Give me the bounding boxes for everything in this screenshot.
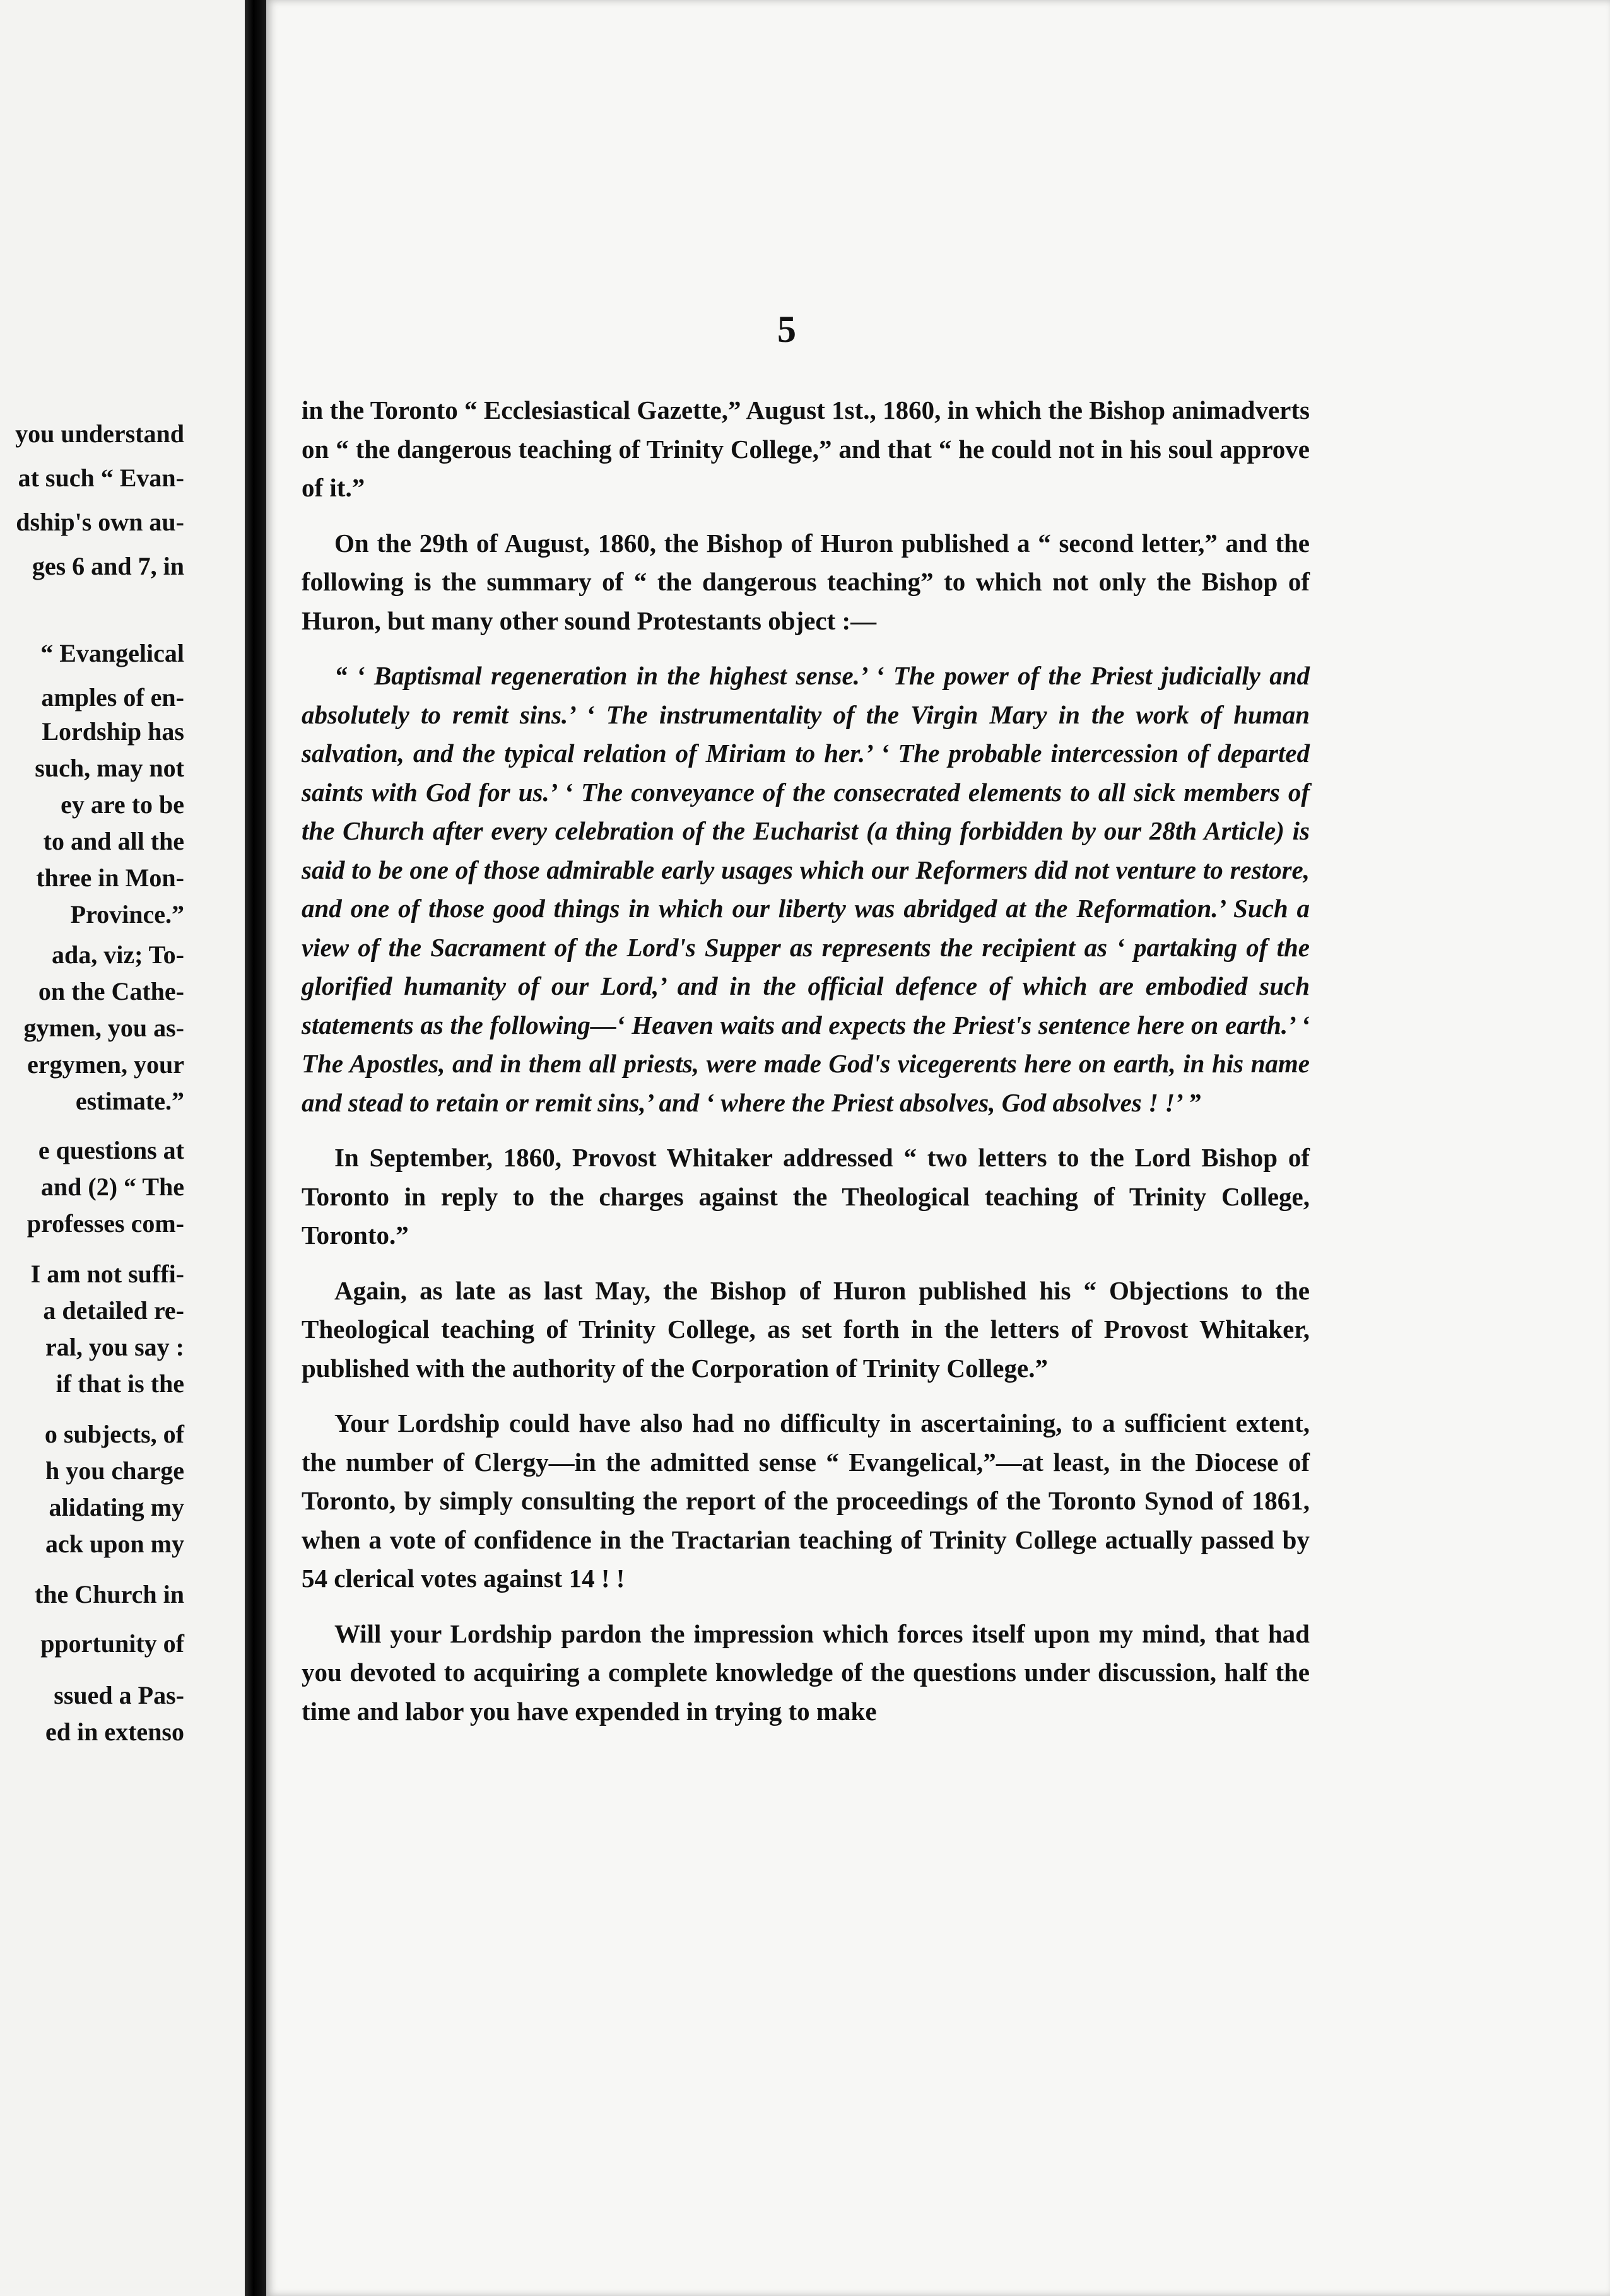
left-page-line: e questions at (38, 1136, 184, 1164)
left-page-line: professes com- (26, 1209, 184, 1238)
left-page-line: h you charge (45, 1456, 184, 1485)
left-page-line: ergymen, your (27, 1050, 184, 1079)
left-page-line: and (2) “ The (40, 1173, 184, 1201)
paragraph-5: Again, as late as last May, the Bishop of Huron published his “ Objections to the Theological teaching of Trinity College, as set forth in the letters of Provost Whitaker, published with the authority of the Corporation of Trinity College.” (302, 1275, 1310, 1383)
left-page-line: dship's own au- (16, 508, 184, 536)
left-page-line: o subjects, of (44, 1420, 184, 1448)
left-page-line: ed in extenso (45, 1718, 184, 1746)
paragraph-6: Your Lordship could have also had no difficulty in ascertaining, to a sufficient extent, the number of Clergy—in the admitted sense “ Evangelical,”—at least, in the Diocese of Toronto, by simply consulting the report of the proceedings of the Toronto Synod of 1861, when a vote of confidence in the Tractarian teaching of Trinity College actually passed by 54 clerical votes against 14 ! ! (302, 1409, 1310, 1593)
left-page-line: at such “ Evan- (18, 464, 184, 492)
left-page-line: you understand (15, 419, 184, 448)
quoted-summary: “ ‘ Baptismal regeneration in the highest sense.’ ‘ The power of the Priest judicially and absolutely to remit sins.’ ‘ The instrumentality of the Virgin Mary in the work of human salvation, and the typical relation of Miriam to her.’ ‘ The probable intercession of departed saints with God for us.’ ‘ The conveyance of the consecrated elements to all sick members of the Church after every celebration of the Eucharist (a thing forbidden by our 28th Article) is said to be one of those admirable early usages which our Reformers did not venture to restore, and one of those good things in which our liberty was abridged at the Reformation.’ Such a view of the Sacrament of the Lord's Supper as represents the recipient as ‘ partaking of the glorified humanity of our Lord,’ and in the official defence of which are embodied such statements as the following—‘ Heaven waits and expects the Priest's sentence here on earth.’ ‘ The Apostles, and in them all priests, were made God's vicegerents here on earth, in his name and stead to retain or remit sins,’ and ‘ where the Priest absolves, God absolves ! !’ ” (302, 661, 1310, 1117)
left-page-line: amples of en- (41, 683, 184, 712)
left-page-line: Province.” (70, 900, 184, 928)
left-page-line: ada, viz; To- (51, 940, 184, 969)
left-page-line: estimate.” (75, 1087, 184, 1115)
left-page-line: alidating my (49, 1493, 184, 1521)
paragraph-2: On the 29th of August, 1860, the Bishop of Huron published a “ second letter,” and the following is the summary of “ the dangerous teaching” to which not only the Bishop of Huron, but many other sound Protestants object :— (302, 528, 1310, 635)
left-page-line: three in Mon- (36, 864, 184, 892)
book-gutter (245, 0, 266, 2296)
left-page-line: to and all the (43, 827, 184, 855)
left-page-line: I am not suffi- (30, 1260, 184, 1288)
left-page-line: Lordship has (42, 717, 184, 746)
paragraph-1: in the Toronto “ Ecclesiastical Gazette,” August 1st., 1860, in which the Bishop animadverts on “ the dangerous teaching of Trinity College,” and that “ he could not in his soul approve of it.” (302, 395, 1310, 502)
left-page-fragment (0, 0, 245, 2296)
left-page-line: ral, you say : (45, 1333, 184, 1361)
left-page-line: pportunity of (40, 1629, 184, 1658)
page-number: 5 (777, 308, 796, 350)
paragraph-7: Will your Lordship pardon the impression which forces itself upon my mind, that had you devoted to acquiring a complete knowledge of the questions under discussion, half the time and labor you have expended in trying to make (302, 1619, 1310, 1726)
left-page-line: if that is the (56, 1369, 184, 1398)
left-page-line: a detailed re- (43, 1296, 184, 1325)
left-page-line: ey are to be (61, 790, 184, 819)
left-page-line: gymen, you as- (23, 1014, 184, 1042)
paragraph-4: In September, 1860, Provost Whitaker addressed “ two letters to the Lord Bishop of Toronto in reply to the charges against the Theological teaching of Trinity College, Toronto.” (302, 1143, 1310, 1250)
left-page-line: ssued a Pas- (54, 1681, 184, 1709)
body-text (302, 391, 1310, 1747)
left-page-line: ges 6 and 7, in (32, 552, 184, 580)
left-page-line: “ Evangelical (40, 639, 184, 667)
left-page-line: ack upon my (45, 1530, 184, 1558)
left-page-line: such, may not (35, 754, 184, 782)
left-page-line: the Church in (34, 1580, 184, 1608)
left-page-line: on the Cathe- (38, 977, 184, 1005)
